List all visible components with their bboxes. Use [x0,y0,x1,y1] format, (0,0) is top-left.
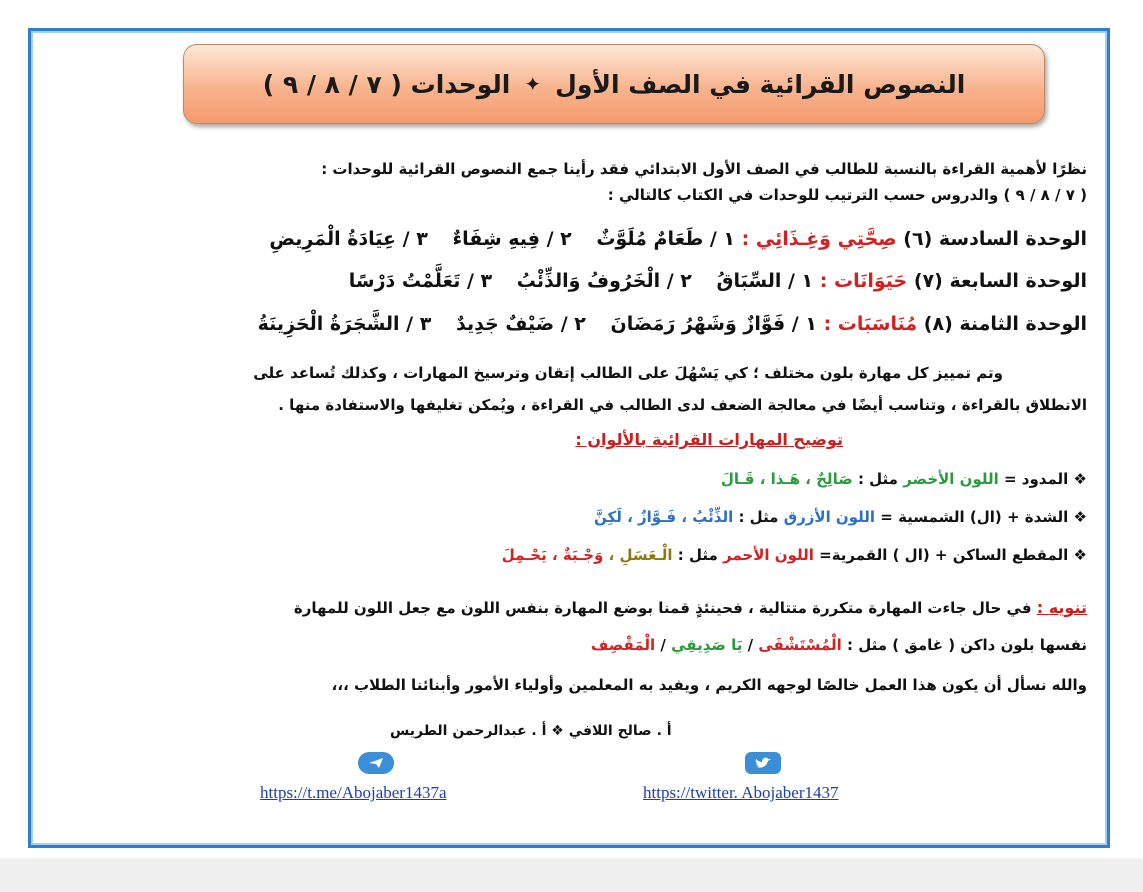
unit-row [269,228,1087,250]
skill-example-label: مثل : [738,508,779,526]
telegram-icon[interactable] [358,752,394,774]
bullet-icon: ❖ [1073,546,1087,564]
note-line-2 [591,636,1087,654]
intro-line-2: ( ٧ / ٨ / ٩ ) والدروس حسب الترتيب للوحدات في الكتاب كالتالي : [607,186,1087,204]
skills-heading: توضيح المهارات القرائية بالألوان : [575,430,843,449]
unit-lesson: ١ / السِّبَاقُ [716,270,814,292]
unit-lesson: ٢ / ضَيْفٌ جَدِيدٌ [455,313,586,335]
unit-lesson: ٣ / الشَّجَرَةُ الْحَزِينَةُ [257,313,432,335]
note-text: في حال جاءت المهارة متكررة متتالية ، فحينئذٍ قمنا بوضع المهارة بنفس اللون مع جعل اللون للمهارة [293,599,1032,617]
skill-row [502,546,1087,564]
bullet-icon: ❖ [1073,470,1087,488]
unit-label: الوحدة السادسة (٦) [903,228,1087,250]
skill-color: اللون الأخضر [903,470,999,488]
unit-label: الوحدة السابعة (٧) [913,270,1087,292]
note-example: الْمَقْصِف [590,636,656,654]
twitter-icon[interactable] [745,752,781,774]
closing-line: والله نسأل أن يكون هذا العمل خالصًا لوجهه الكريم ، ويفيد به المعلمين وأولياء الأمور وأبنائنا الطلاب ،،، [331,676,1087,694]
unit-row [258,313,1087,335]
title-main: النصوص القرائية في الصف الأول [555,69,966,99]
skill-name: المدود = [1004,470,1069,488]
unit-lesson: ٢ / فِيهِ شِفَاءٌ [452,228,572,250]
unit-label: الوحدة الثامنة (٨) [923,313,1087,335]
bottom-strip [0,858,1143,892]
title-banner [183,44,1045,124]
unit-theme: مُنَاسَبَات : [823,313,918,335]
bullet-icon: ❖ [1073,508,1087,526]
skill-examples: الذِّئْبُ ، فَـوَّازٌ ، لَكِنَّ [594,508,734,526]
note-label: تنويه : [1036,598,1087,617]
unit-lesson: ٢ / الْخَرُوفُ وَالذِّئْبُ [516,270,692,292]
unit-lesson: ١ / طَعَامٌ مُلَوَّثٌ [596,228,736,250]
skill-example: الْـعَسَلِ ، [608,546,673,564]
note-separator: / [747,636,754,654]
title-star-icon: ✦ [524,72,542,96]
skill-example: وَجْـبَةٌ ، [551,546,604,564]
skill-name: الشدة + (ال) الشمسية = [880,508,1069,526]
skill-example-label: مثل : [677,546,718,564]
unit-row [349,270,1087,292]
twitter-glyph [754,756,772,770]
intro-line-1: نظرًا لأهمية القراءة بالنسبة للطالب في الصف الأول الابتدائي فقد رأينا جمع النصوص القرائية للوحدات : [321,160,1087,178]
title-units: الوحدات ( ٧ / ٨ / ٩ ) [262,69,511,99]
twitter-link[interactable]: https://twitter. Abojaber1437 [643,783,839,802]
note-example: يَا صَدِيقِي [671,636,743,654]
skill-row [594,508,1087,526]
authors: أ . صالح اللافي ❖ أ . عبدالرحمن الطريس [390,723,672,739]
telegram-glyph [368,757,384,769]
note-example: الْمُسْتَشْفَى [758,636,842,654]
telegram-link[interactable]: https://t.me/Abojaber1437a [260,783,447,802]
skill-name: المقطع الساكن + (ال ) القمرية= [819,546,1069,564]
unit-lesson: ٣ / تَعَلَّمْتُ دَرْسًا [348,270,493,292]
skill-example: يَحْـمِلَ [501,546,547,564]
unit-theme: حَيَوَانَات : [819,270,908,292]
skill-color: اللون الأحمر [723,546,814,564]
note-line-1 [294,598,1087,617]
body-line-2: الانطلاق بالقراءة ، وتناسب أيضًا في معالجة الضعف لدى الطالب في القراءة ، ويُمكن تغليفها والاستفادة منها . [278,396,1087,414]
skill-color: اللون الأزرق [783,508,876,526]
skill-example-label: مثل : [857,470,898,488]
unit-lesson: ١ / فَوَّازٌ وَشَهْرُ رَمَضَانَ [610,313,817,335]
note-text: نفسها بلون داكن ( غامق ) مثل : [847,636,1087,654]
unit-theme: صِحَّتِي وَغِـذَائِي : [741,228,897,250]
note-separator: / [660,636,666,654]
unit-lesson: ٣ / عِيَادَةُ الْمَرِيضِ [269,228,428,250]
skill-row [721,470,1087,488]
body-line-1: وتم تمييز كل مهارة بلون مختلف ؛ كي يَسْهُلَ على الطالب إتقان وترسيخ المهارات ، وكذلك تُساعد على [253,364,1003,382]
skill-examples: صَالِحٌ ، هَـذا ، قَـالَ [720,470,853,488]
